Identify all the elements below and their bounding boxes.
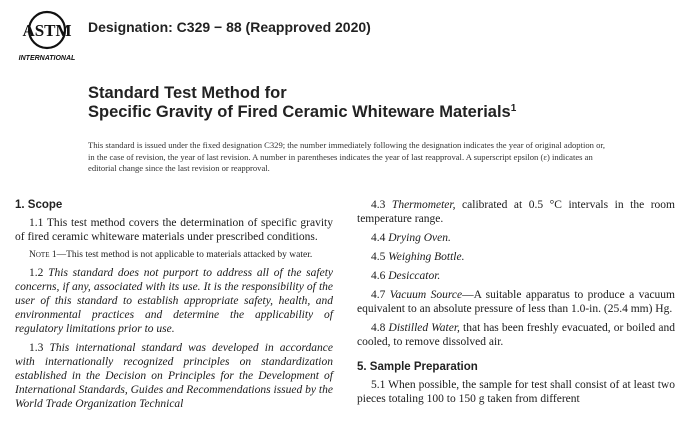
logo-caption: INTERNATIONAL <box>18 55 76 62</box>
paragraph-1-3 <box>15 341 333 411</box>
paragraph-1-2 <box>15 266 333 336</box>
paragraph-4-3-text: calibrated at 0.5 °C intervals in the room temperature range. <box>357 199 675 225</box>
paragraph-1-2-number: 1.2 <box>29 267 49 279</box>
paragraph-4-7-number: 4.7 <box>371 289 390 301</box>
document-title-text: Specific Gravity of Fired Ceramic Whiteware Materials <box>88 103 511 121</box>
paragraph-4-8-number: 4.8 <box>371 322 389 334</box>
paragraph-1-2-text: This standard does not purport to address all of the safety concerns, if any, associated with its use. It is the responsibility of the user of this standard to establish appropriate safety, health, and environmental practices and determine the applicability of regulatory limitations prior to use. <box>15 267 334 335</box>
designation: Designation: C329 − 88 (Reapproved 2020) <box>88 19 371 35</box>
paragraph-4-5-term: Weighing Bottle. <box>388 251 465 263</box>
paragraph-4-8-term: Distilled Water, <box>388 322 460 334</box>
paragraph-4-6-term: Desiccator. <box>388 270 441 282</box>
note-label: Note 1 <box>29 250 57 260</box>
paragraph-1-1: 1.1 This test method covers the determination of specific gravity of fired ceramic whiteware materials under prescribed conditions. <box>15 217 333 243</box>
left-column <box>15 198 333 416</box>
paragraph-1-3-text: This international standard was developed in accordance with internationally recognized principles on standardization established in the Decision on Principles for the Development of International Standards, Guides and Recommendations issued by the World Trade Organization Technical <box>15 342 333 410</box>
paragraph-4-6 <box>357 269 675 283</box>
paragraph-4-3-number: 4.3 <box>371 199 392 211</box>
paragraph-1-3-number: 1.3 <box>29 342 50 354</box>
astm-logo <box>14 6 80 64</box>
section-1-heading: 1. Scope <box>15 199 63 211</box>
footnote-mark: 1 <box>510 103 517 114</box>
paragraph-4-3-term: Thermometer, <box>391 199 456 211</box>
paragraph-4-4-number: 4.4 <box>371 232 389 244</box>
paragraph-4-6-number: 4.6 <box>371 270 389 282</box>
paragraph-4-4 <box>357 231 675 245</box>
paragraph-4-5-number: 4.5 <box>371 251 389 263</box>
paragraph-4-8 <box>357 321 675 349</box>
section-5-heading: 5. Sample Preparation <box>357 361 478 373</box>
right-column <box>357 198 675 411</box>
paragraph-4-7-text: —A suitable apparatus to produce a vacuum equivalent to an absolute pressure of less than 1.0-in. (25.4 mm) Hg. <box>357 289 676 315</box>
paragraph-4-7-term: Vacuum Source <box>389 289 463 301</box>
intro-paragraph: This standard is issued under the fixed designation C329; the number immediately following the designation indicates the year of original adoption or, in the case of revision, the year of last revision. A number in parentheses indicates the year of last reapproval. A superscript epsilon (ε) indicates an editorial change since the last revision or reapproval. <box>88 140 606 173</box>
paragraph-5-1: 5.1 When possible, the sample for test shall consist of at least two pieces totaling 100 to 150 g taken from different <box>357 379 675 405</box>
note-text: —This test method is not applicable to materials attacked by water. <box>56 250 313 260</box>
paragraph-4-7 <box>357 288 675 316</box>
paragraph-4-3 <box>357 198 675 226</box>
document-title-line1: Standard Test Method for <box>88 84 287 102</box>
paragraph-4-4-term: Drying Oven. <box>388 232 451 244</box>
paragraph-4-8-text: that has been freshly evacuated, or boiled and cooled, to remove dissolved air. <box>357 322 675 348</box>
logo-letters: ASTM <box>22 21 72 40</box>
note-1 <box>15 249 333 261</box>
paragraph-4-5 <box>357 250 675 264</box>
document-title-line2 <box>88 103 516 122</box>
